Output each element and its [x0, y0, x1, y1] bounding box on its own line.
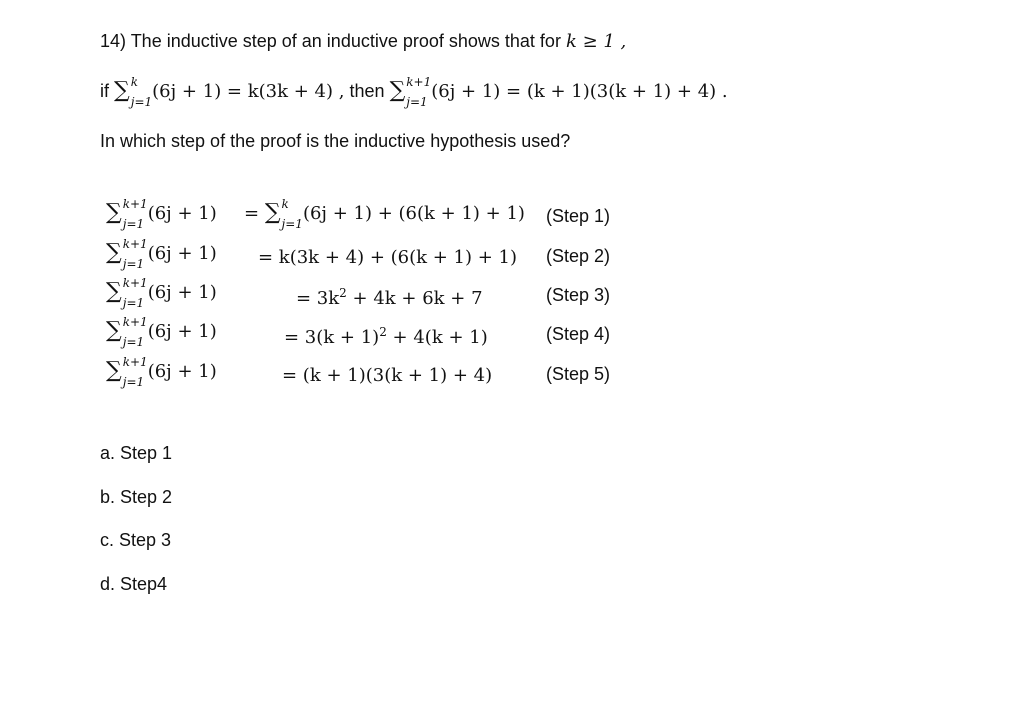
- sum-lower: j=1: [406, 95, 428, 110]
- sum-lower: j=1: [130, 95, 153, 110]
- if-label: if: [100, 80, 109, 101]
- proof-rhs: = ∑ k j=1 (6j + 1) + (6(k + 1) + 1): [244, 197, 525, 231]
- proof-step-4: [106, 315, 626, 350]
- sigma-symbol: ∑: [106, 240, 122, 265]
- proof-lhs: ∑ k+1 j=1 (6j + 1): [106, 355, 217, 390]
- question-intro: 14) The inductive step of an inductive proof shows that for: [100, 31, 561, 51]
- proof-rhs: = $3(k + 1)^2 + 4(k + 1)$: [284, 325, 488, 348]
- sigma-symbol: ∑: [106, 358, 122, 383]
- choice-a[interactable]: a. Step 1: [100, 443, 173, 463]
- question-line-2: [100, 75, 728, 110]
- hypothesis-sum: [114, 75, 153, 110]
- step-label: (Step 2): [546, 246, 611, 266]
- sigma-symbol: ∑: [264, 200, 281, 225]
- k-condition: k ≥ 1 ,: [565, 31, 627, 52]
- hypothesis-expression: (6j + 1) = k(3k + 4) ,: [152, 80, 345, 102]
- step-label: (Step 5): [546, 364, 611, 384]
- proof-rhs: = k(3k + 4) + (6(k + 1) + 1): [258, 247, 518, 268]
- sum-upper: k+1: [406, 75, 432, 90]
- proof-rhs: = (k + 1)(3(k + 1) + 4): [282, 365, 493, 386]
- proof-rhs: = $3k^2 + 4k + 6k + 7$: [296, 286, 483, 309]
- proof-step-2: [106, 237, 626, 272]
- sigma-symbol: ∑: [389, 78, 406, 103]
- then-label: then: [349, 80, 385, 101]
- step-label: (Step 4): [546, 324, 611, 344]
- sum-upper: k: [130, 75, 139, 90]
- sigma-symbol: ∑: [114, 78, 130, 103]
- proof-step-3: [106, 276, 626, 311]
- choice-b[interactable]: b. Step 2: [100, 487, 173, 507]
- conclusion-sum: [389, 75, 432, 110]
- sigma-symbol: ∑: [106, 279, 122, 304]
- question-line-1: [100, 32, 626, 51]
- question-prompt: In which step of the proof is the inductive hypothesis used?: [100, 131, 571, 151]
- proof-lhs: ∑ k+1 j=1 (6j + 1): [106, 315, 217, 350]
- choice-c[interactable]: c. Step 3: [100, 530, 172, 550]
- proof-step-5: [106, 355, 626, 390]
- proof-lhs: ∑ k+1 j=1 (6j + 1): [106, 237, 217, 272]
- proof-step-1: [106, 197, 626, 232]
- proof-lhs: ∑ k+1 j=1 (6j + 1): [106, 276, 217, 311]
- step-label: (Step 1): [546, 206, 611, 226]
- choice-d[interactable]: d. Step4: [100, 574, 168, 594]
- sigma-symbol: ∑: [106, 318, 122, 343]
- conclusion-expression: (6j + 1) = (k + 1)(3(k + 1) + 4) .: [431, 80, 728, 102]
- sigma-symbol: ∑: [106, 200, 122, 225]
- proof-lhs: ∑ k+1 j=1 (6j + 1): [106, 197, 217, 232]
- step-label: (Step 3): [546, 285, 611, 305]
